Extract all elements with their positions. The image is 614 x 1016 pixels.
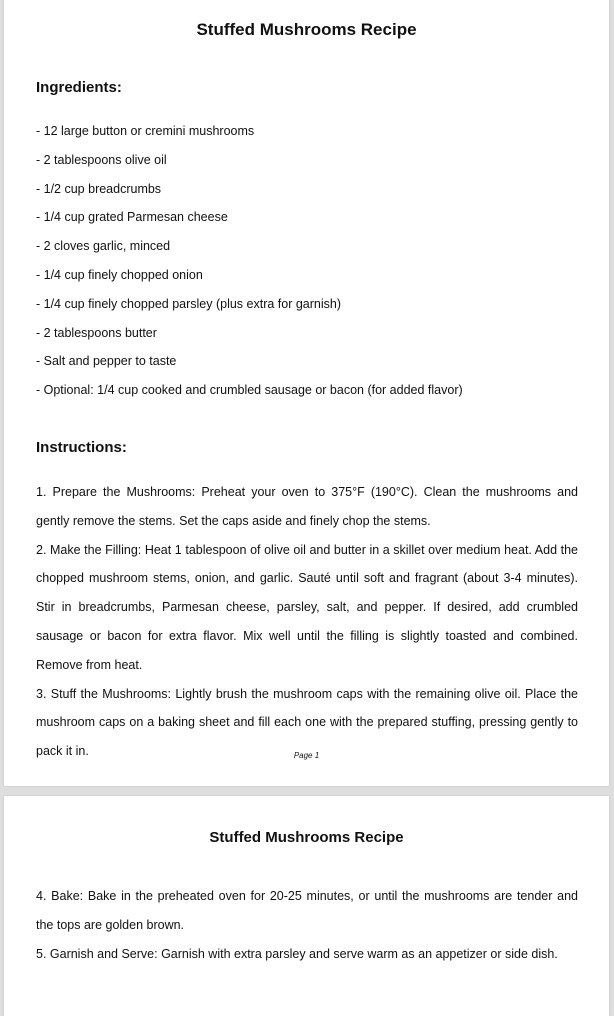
ingredient-item: - Optional: 1/4 cup cooked and crumbled sausage or bacon (for added flavor): [36, 383, 463, 398]
instruction-step: 2. Make the Filling: Heat 1 tablespoon of olive oil and butter in a skillet over medium heat. Add the chopped mushroom stems, onion, and garlic. Sauté until soft and fragrant (about 3-4 minutes). Stir in breadcrumbs, Parmesan cheese, parsley, salt, and pepper. If desired, add crumbled sausage or bacon for extra flavor. Mix well until the filling is slightly toasted and combined. Remove from heat.: [36, 542, 578, 672]
instruction-steps: [36, 882, 578, 968]
ingredient-item: - 2 tablespoons butter: [36, 325, 157, 340]
ingredient-list: [36, 119, 463, 407]
instruction-step: 4. Bake: Bake in the preheated oven for 20-25 minutes, or until the mushrooms are tender and the tops are golden brown.: [36, 889, 578, 932]
ingredient-item: - 2 cloves garlic, minced: [36, 239, 171, 254]
ingredient-item: - 1/4 cup finely chopped parsley (plus extra for garnish): [36, 296, 342, 311]
page-title: Stuffed Mushrooms Recipe: [196, 20, 417, 39]
ingredient-item: - 1/4 cup finely chopped onion: [36, 267, 203, 282]
page-number: Page 1: [293, 751, 320, 760]
ingredient-item: - 1/2 cup breadcrumbs: [36, 181, 162, 196]
document-page-2: [4, 796, 609, 1016]
instructions-heading: Instructions:: [36, 439, 127, 456]
document-page-1: [4, 0, 609, 786]
instruction-steps: [36, 478, 578, 766]
ingredient-item: - 1/4 cup grated Parmesan cheese: [36, 210, 228, 225]
ingredients-heading: Ingredients:: [36, 79, 122, 96]
ingredient-item: - 2 tablespoons olive oil: [36, 152, 167, 167]
page-title: Stuffed Mushrooms Recipe: [209, 829, 404, 846]
ingredient-item: - Salt and pepper to taste: [36, 354, 177, 369]
instruction-step: 5. Garnish and Serve: Garnish with extra parsley and serve warm as an appetizer or side dish.: [36, 946, 558, 961]
instruction-step: 1. Prepare the Mushrooms: Preheat your oven to 375°F (190°C). Clean the mushrooms and gently remove the stems. Set the caps aside and finely chop the stems.: [36, 485, 578, 528]
instruction-step: 3. Stuff the Mushrooms: Lightly brush the mushroom caps with the remaining olive oil. Place the mushroom caps on a baking sheet and fill each one with the prepared stuffing, pressing gently to pack it in.: [36, 686, 578, 759]
ingredient-item: - 12 large button or cremini mushrooms: [36, 124, 255, 138]
